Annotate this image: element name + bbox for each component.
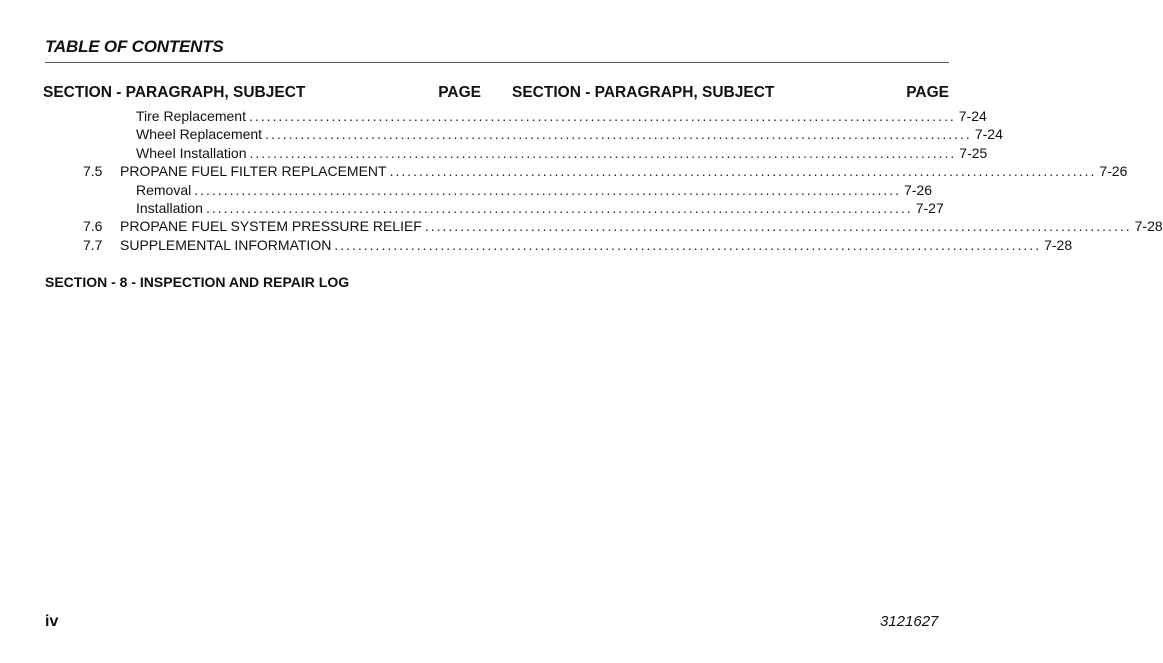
left-column-heading: SECTION - PARAGRAPH, SUBJECT [43, 84, 306, 101]
toc-entry[interactable] [83, 126, 1003, 144]
left-column-header [43, 84, 481, 104]
dot-leader: ........................................................................................................................ [249, 144, 957, 161]
entry-number: 7.5 [83, 163, 103, 180]
dot-leader: ........................................................................................................................ [248, 108, 956, 124]
toc-entry[interactable] [83, 199, 944, 218]
entry-page: 7-25 [959, 144, 988, 161]
toc-entry[interactable] [83, 236, 1073, 255]
right-column-heading: SECTION - PARAGRAPH, SUBJECT [512, 84, 775, 101]
toc-entry[interactable] [83, 181, 933, 200]
dot-leader: ........................................................................................................................ [334, 236, 1042, 253]
toc-entry[interactable] [83, 144, 988, 163]
right-column-page-label: PAGE [906, 84, 949, 101]
dot-leader: ........................................................................................................................ [265, 126, 972, 143]
entry-subject: Installation [136, 199, 203, 216]
entry-number: 7.7 [83, 236, 103, 253]
entry-page: 7-28 [1044, 236, 1073, 253]
page-title: TABLE OF CONTENTS [45, 37, 224, 56]
entry-page: 7-24 [974, 126, 1003, 143]
toc-entry[interactable] [83, 108, 987, 126]
entry-subject: Wheel Replacement [136, 126, 263, 143]
toc-entry[interactable] [83, 163, 1128, 181]
left-column-page-label: PAGE [438, 84, 481, 101]
title-divider [45, 62, 949, 63]
entry-subject: PROPANE FUEL SYSTEM PRESSURE RELIEF [120, 218, 422, 235]
entry-page: 7-24 [958, 108, 987, 124]
entry-subject: Tire Replacement [136, 108, 246, 124]
entry-subject: Removal [136, 181, 192, 198]
dot-leader: ........................................................................................................................ [424, 218, 1132, 235]
entry-subject: Wheel Installation [136, 144, 247, 161]
toc-entry[interactable] [83, 218, 1163, 236]
dot-leader: ........................................................................................................................ [205, 199, 913, 216]
entry-page: 7-26 [1099, 163, 1128, 180]
entry-page: 7-27 [915, 199, 944, 216]
page-number: iv [45, 613, 59, 630]
dot-leader: ........................................................................................................................ [194, 181, 902, 198]
document-number: 3121627 [880, 613, 939, 630]
section-8-heading[interactable]: SECTION - 8 - INSPECTION AND REPAIR LOG [45, 274, 350, 290]
toc-entries [83, 108, 1163, 255]
right-column-header [512, 84, 949, 104]
entry-page: 7-28 [1134, 218, 1163, 235]
entry-subject: SUPPLEMENTAL INFORMATION [120, 236, 332, 253]
entry-page: 7-26 [904, 181, 933, 198]
entry-number: 7.6 [83, 218, 103, 235]
dot-leader: ........................................................................................................................ [389, 163, 1097, 180]
entry-subject: PROPANE FUEL FILTER REPLACEMENT [120, 163, 387, 180]
